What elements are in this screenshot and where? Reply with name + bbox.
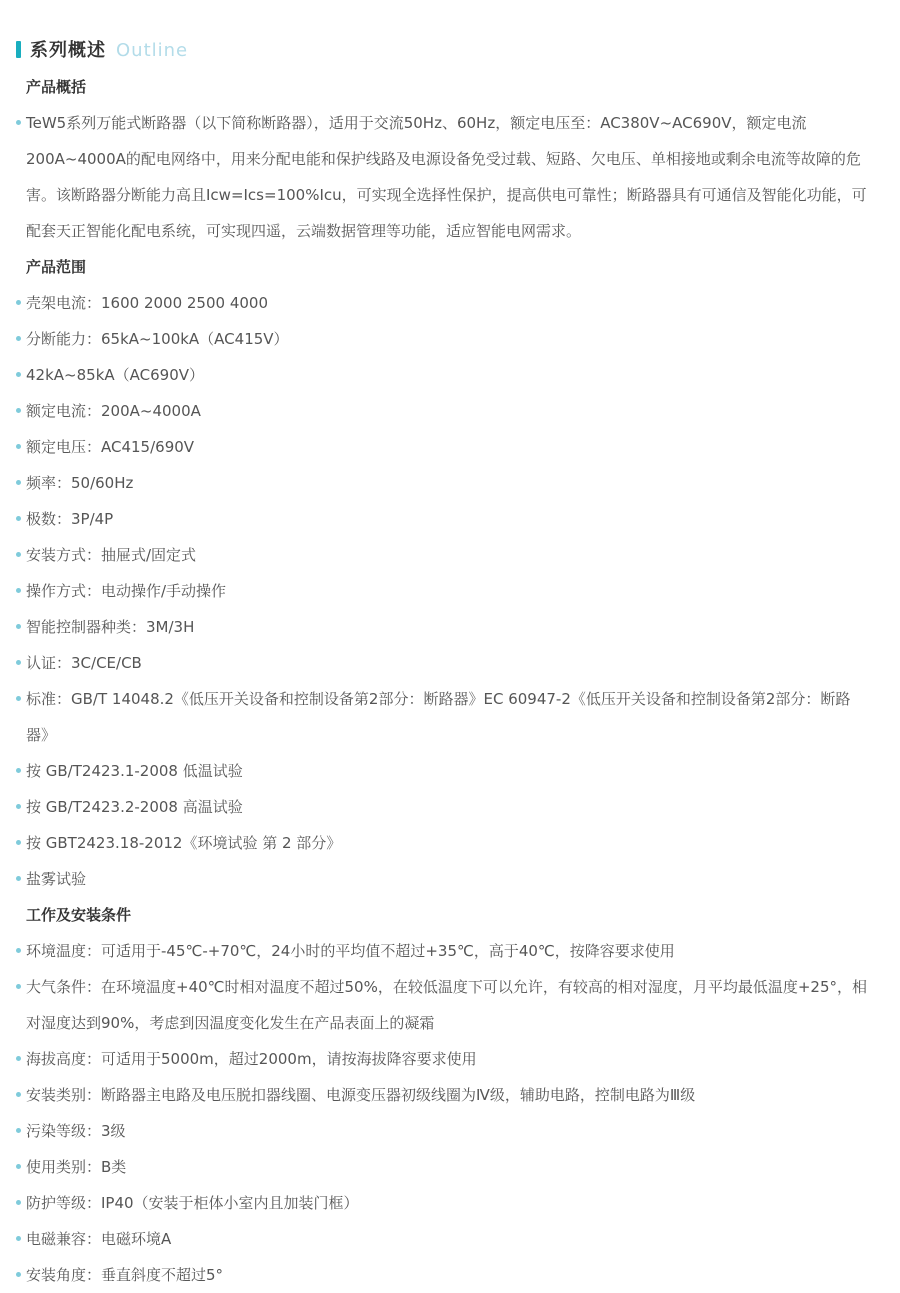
list-item-text: 额定电压：AC415/690V (26, 438, 195, 456)
list-item (16, 393, 872, 429)
bullet-icon (16, 1200, 21, 1205)
section-heading: 产品范围 (26, 258, 87, 276)
list-item (16, 969, 872, 1041)
list-item-text: 标准：GB/T 14048.2《低压开关设备和控制设备第2部分：断路器》EC 60947-2《低压开关设备和控制设备第2部分：断路器》 (26, 690, 851, 744)
bullet-icon (16, 1056, 21, 1061)
bullet-icon (16, 876, 21, 881)
bullet-icon (16, 300, 21, 305)
list-item-text: 大气条件：在环境温度+40℃时相对温度不超过50%，在较低温度下可以允许，有较高的相对湿度，月平均最低温度+25°，相对湿度达到90%，考虑到因温度变化发生在产品表面上的凝霜 (26, 978, 868, 1032)
list-item-text: 智能控制器种类：3M/3H (26, 618, 195, 636)
list-item-text: 按 GBT2423.18-2012《环境试验 第 2 部分》 (26, 834, 342, 852)
list-item (16, 753, 872, 789)
list-item-text: 污染等级：3级 (26, 1122, 126, 1140)
bullet-icon (16, 696, 21, 701)
page-header (16, 33, 872, 69)
bullet-icon (16, 588, 21, 593)
bullet-icon (16, 984, 21, 989)
list-item-text: 额定电流：200A~4000A (26, 402, 201, 420)
list-item (16, 645, 872, 681)
list-item-text: 分断能力：65kA~100kA（AC415V） (26, 330, 289, 348)
bullet-icon (16, 1236, 21, 1241)
list-item-text: 安装角度：垂直斜度不超过5° (26, 1266, 224, 1284)
list-item-text: 海拔高度：可适用于5000m，超过2000m，请按海拔降容要求使用 (26, 1050, 477, 1068)
list-item (16, 1185, 872, 1221)
list-item (16, 429, 872, 465)
bullet-icon (16, 1164, 21, 1169)
list-item (16, 825, 872, 861)
page-title-en: Outline (116, 40, 189, 61)
list-item-text: 壳架电流：1600 2000 2500 4000 (26, 294, 269, 312)
list-item-text: 操作方式：电动操作/手动操作 (26, 582, 227, 600)
bullet-icon (16, 660, 21, 665)
list-item (16, 105, 872, 249)
list-item-text: 频率：50/60Hz (26, 474, 134, 492)
accent-bar-icon (16, 41, 21, 58)
bullet-icon (16, 552, 21, 557)
list-item (16, 285, 872, 321)
list-item-text: TeW5系列万能式断路器（以下简称断路器），适用于交流50Hz、60Hz，额定电压至：AC380V~AC690V，额定电流200A~4000A的配电网络中，用来分配电能和保护线路及电源设备免受过载、短路、欠电压、单相接地或剩余电流等故障的危害。该断路器分断能力高且Icw=Ics=100%Icu，可实现全选择性保护，提高供电可靠性；断路器具有可通信及智能化功能，可配套天正智能化配电系统，可实现四遥，云端数据管理等功能，适应智能电网需求。 (26, 114, 867, 240)
bullet-icon (16, 336, 21, 341)
list-item-text: 按 GB/T2423.2-2008 高温试验 (26, 798, 243, 816)
list-item (16, 1221, 872, 1257)
list-item-text: 安装类别：断路器主电路及电压脱扣器线圈、电源变压器初级线圈为Ⅳ级，辅助电路，控制电路为Ⅲ级 (26, 1086, 696, 1104)
bullet-icon (16, 444, 21, 449)
list-item-text: 使用类别：B类 (26, 1158, 127, 1176)
list-item (16, 861, 872, 897)
bullet-icon (16, 120, 21, 125)
list-item-text: 安装方式：抽屉式/固定式 (26, 546, 197, 564)
section-heading: 工作及安装条件 (26, 906, 132, 924)
list-item-text: 认证：3C/CE/CB (26, 654, 142, 672)
section-heading: 产品概括 (26, 78, 87, 96)
bullet-icon (16, 1092, 21, 1097)
list-item-text: 电磁兼容：电磁环境A (26, 1230, 172, 1248)
bullet-icon (16, 408, 21, 413)
list-item-text: 盐雾试验 (26, 870, 87, 888)
bullet-icon (16, 624, 21, 629)
bullet-icon (16, 840, 21, 845)
bullet-icon (16, 948, 21, 953)
list-item-text: 环境温度：可适用于-45℃-+70℃，24小时的平均值不超过+35℃，高于40℃，按降容要求使用 (26, 942, 675, 960)
list-item (16, 609, 872, 645)
bullet-icon (16, 480, 21, 485)
bullet-icon (16, 516, 21, 521)
list-item (16, 357, 872, 393)
list-item (16, 465, 872, 501)
list-item (16, 1113, 872, 1149)
sections-root (16, 69, 872, 1293)
bullet-icon (16, 1272, 21, 1277)
list-item (16, 933, 872, 969)
list-item (16, 573, 872, 609)
list-item-text: 防护等级：IP40（安装于柜体小室内且加装门框） (26, 1194, 359, 1212)
list-item (16, 681, 872, 753)
list-item (16, 501, 872, 537)
list-item (16, 1041, 872, 1077)
list-item (16, 1257, 872, 1293)
bullet-icon (16, 768, 21, 773)
list-item (16, 789, 872, 825)
list-item-text: 按 GB/T2423.1-2008 低温试验 (26, 762, 243, 780)
list-item-text: 42kA~85kA（AC690V） (26, 366, 205, 384)
list-item (16, 1149, 872, 1185)
list-item-text: 极数：3P/4P (26, 510, 114, 528)
page-title: 系列概述 (30, 40, 106, 61)
bullet-icon (16, 804, 21, 809)
list-item (16, 321, 872, 357)
list-item (16, 537, 872, 573)
bullet-icon (16, 372, 21, 377)
bullet-icon (16, 1128, 21, 1133)
list-item (16, 1077, 872, 1113)
